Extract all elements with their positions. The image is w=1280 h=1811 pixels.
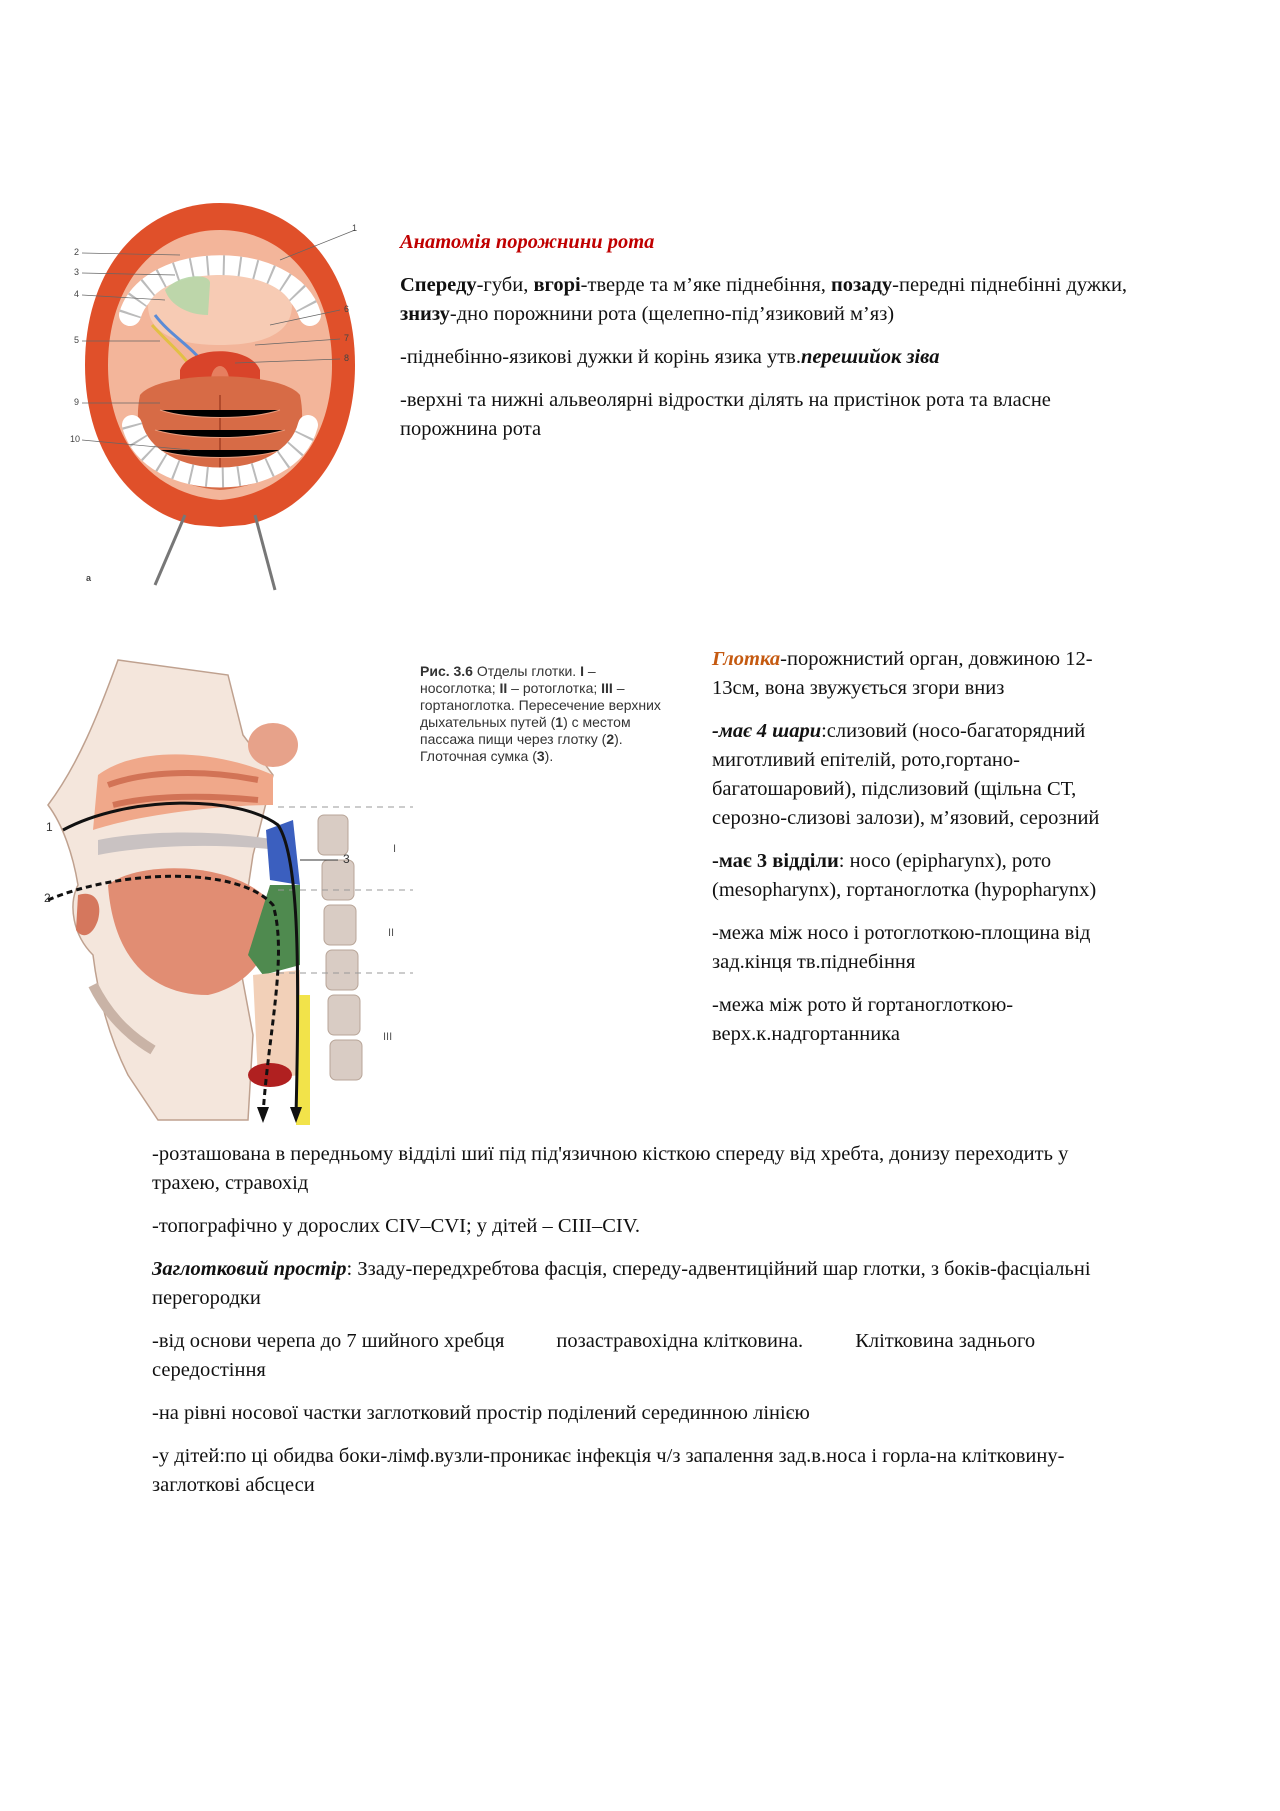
figure1-label-2: 2	[74, 247, 80, 257]
pharynx-figure-caption: Рис. 3.6 Отделы глотки. I – носоглотка; II – ротоглотка; III – гортаноглотка. Пересечение верхних дыхательных путей (1) с местом пассажа пищи через глотку (2). Глоточная сумка (3).	[420, 663, 661, 764]
figure1-label-10: 10	[70, 434, 81, 444]
mouth-anatomy-title: Анатомія порожнини рота	[400, 231, 655, 253]
figure1-label-7: 7	[344, 333, 350, 343]
pharynx-region-II: II	[388, 927, 395, 939]
figure1-label-5: 5	[74, 335, 80, 345]
mouth-anatomy-isthmus: -піднебінно-язикові дужки й корінь язика утв.перешийок зіва	[400, 346, 940, 368]
pharynx-topography-section	[152, 1140, 1127, 1514]
retropharyngeal-midline: -на рівні носової частки заглотковий простір поділений серединною лінією	[152, 1402, 810, 1424]
retropharyngeal-children: -у дітей:по ці обидва боки-лімф.вузли-проникає інфекція ч/з запалення зад.в.носа і горла-на клітковину-заглоткові абсцеси	[152, 1445, 1065, 1496]
mouth-anatomy-section	[400, 228, 1140, 458]
pharynx-label-3: 3	[343, 852, 350, 866]
figure1-label-4: 4	[74, 289, 80, 299]
figure1-label-8: 8	[344, 353, 350, 363]
pharynx-region-III: III	[383, 1031, 393, 1043]
retropharyngeal-space: Заглотковий простір: Ззаду-передхребтова фасція, спереду-адвентиційний шар глотки, з боків-фасціальні перегородки	[152, 1258, 1091, 1309]
mouth-anatomy-boundaries: Спереду-губи, вгорі-тверде та м’яке піднебіння, позаду-передні піднебінні дужки, знизу-дно порожнини рота (щелепно-під’язиковий м’яз)	[400, 274, 1128, 325]
figure1-letter: a	[86, 573, 92, 583]
pharynx-definition: Глотка-порожнистий орган, довжиною 12-13см, вона звужується згори вниз	[712, 648, 1093, 699]
pharynx-boundary-naso-oro: -межа між носо і ротоглоткою-площина від зад.кінця тв.піднебіння	[712, 922, 1091, 973]
pharynx-section	[712, 645, 1132, 1063]
pharynx-location: -розташована в передньому відділі шиї під під'язичною кісткою спереду від хребта, донизу переходить у трахею, стравохід	[152, 1143, 1069, 1194]
pharynx-boundary-oro-laryngo: -межа між рото й гортаноглоткою-верх.к.надгортанника	[712, 994, 1014, 1045]
pharynx-divisions: -має 3 відділи: носо (epipharynx), рото (mesopharynx), гортаноглотка (hypopharynx)	[712, 850, 1097, 901]
figure1-label-6: 6	[344, 304, 350, 314]
pharynx-sagittal-illustration	[38, 655, 418, 1125]
pharynx-region-I: I	[393, 843, 397, 855]
pharynx-label-2: 2	[44, 891, 51, 905]
retropharyngeal-extent: -від основи черепа до 7 шийного хребця позастравохідна клітковина. Клітковина заднього середостіння	[152, 1330, 1036, 1381]
mouth-anatomy-vestibule: -верхні та нижні альвеолярні відростки ділять на пристінок рота та власне порожнина рота	[400, 389, 1051, 440]
mouth-anatomy-illustration	[70, 195, 370, 615]
figure1-label-9: 9	[74, 397, 80, 407]
pharynx-label-1: 1	[46, 820, 53, 834]
pharynx-figure	[38, 655, 418, 1125]
figure1-label-3: 3	[74, 267, 80, 277]
figure1-label-1: 1	[352, 223, 358, 233]
mouth-anatomy-figure	[70, 195, 370, 615]
pharynx-vertebral-levels: -топографічно у дорослих CIV–CVI; у дітей – CIII–CIV.	[152, 1215, 641, 1237]
pharynx-layers: -має 4 шари:слизовий (носо-багаторядний миготливий епітелій, рото,гортано-багатошаровий), підслизовий (щільна СТ, серозно-слизові залози), м’язовий, серозний	[712, 720, 1100, 829]
